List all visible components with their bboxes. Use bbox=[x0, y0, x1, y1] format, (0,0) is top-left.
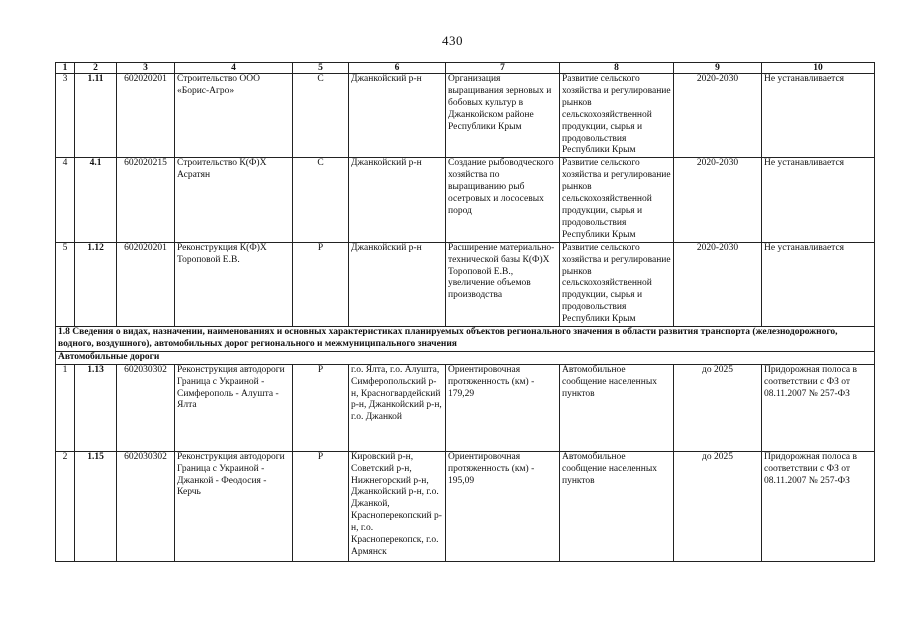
restriction-zone: Не устанавливается bbox=[762, 158, 875, 242]
row-index: 1 bbox=[56, 364, 75, 451]
object-type: Р bbox=[293, 364, 349, 451]
column-header: 8 bbox=[560, 63, 674, 74]
object-number: 4.1 bbox=[75, 158, 117, 242]
state-program: Автомобильное сообщение населенных пунктов bbox=[560, 451, 674, 561]
object-purpose: Создание рыбоводческого хозяйства по выращиванию рыб осетровых и лососевых пород bbox=[446, 158, 560, 242]
section-title: 1.8 Сведения о видах, назначении, наименованиях и основных характеристиках планируемых объектов регионального значения в области развития транспорта (железнодорожного, водного, воздушного), автомобильных дорог регионального и межмуниципального значения bbox=[56, 327, 875, 352]
restriction-zone: Придорожная полоса в соответствии с ФЗ от 08.11.2007 № 257-ФЗ bbox=[762, 451, 875, 561]
section-heading-row bbox=[56, 327, 875, 352]
object-purpose: Расширение материально-технической базы К(Ф)Х Тороповой Е.В., увеличение объемов производства bbox=[446, 242, 560, 326]
object-type: Р bbox=[293, 451, 349, 561]
column-header: 10 bbox=[762, 63, 875, 74]
state-program: Автомобильное сообщение населенных пунктов bbox=[560, 364, 674, 451]
table-row bbox=[56, 451, 875, 561]
state-program: Развитие сельского хозяйства и регулирование рынков сельскохозяйственной продукции, сырья и продовольствия Республики Крым bbox=[560, 242, 674, 326]
object-code: 602030302 bbox=[117, 451, 175, 561]
state-program: Развитие сельского хозяйства и регулирование рынков сельскохозяйственной продукции, сырья и продовольствия Республики Крым bbox=[560, 158, 674, 242]
object-code: 602030302 bbox=[117, 364, 175, 451]
subsection-heading-row bbox=[56, 351, 875, 364]
object-location: Джанкойский р-н bbox=[349, 74, 446, 158]
table-row bbox=[56, 74, 875, 158]
object-purpose: Организация выращивания зерновых и бобовых культур в Джанкойском районе Республики Крым bbox=[446, 74, 560, 158]
state-program: Развитие сельского хозяйства и регулирование рынков сельскохозяйственной продукции, сырья и продовольствия Республики Крым bbox=[560, 74, 674, 158]
column-header: 5 bbox=[293, 63, 349, 74]
object-name: Реконструкция автодороги Граница с Украиной - Симферополь - Алушта - Ялта bbox=[175, 364, 293, 451]
column-header: 3 bbox=[117, 63, 175, 74]
row-index: 3 bbox=[56, 74, 75, 158]
column-header: 4 bbox=[175, 63, 293, 74]
planned-objects-table bbox=[55, 62, 875, 562]
object-number: 1.11 bbox=[75, 74, 117, 158]
object-type: Р bbox=[293, 242, 349, 326]
object-code: 602020201 bbox=[117, 74, 175, 158]
implementation-period: 2020-2030 bbox=[674, 158, 762, 242]
object-location: Джанкойский р-н bbox=[349, 158, 446, 242]
object-purpose: Ориентировочная протяженность (км) - 179,29 bbox=[446, 364, 560, 451]
object-location: Кировский р-н, Советский р-н, Нижнегорский р-н, Джанкойский р-н, г.о. Джанкой, Красноперекопский р-н, г.о. Красноперекопск, г.о. Армянск bbox=[349, 451, 446, 561]
object-name: Реконструкция К(Ф)Х Тороповой Е.В. bbox=[175, 242, 293, 326]
implementation-period: до 2025 bbox=[674, 364, 762, 451]
object-location: г.о. Ялта, г.о. Алушта, Симферопольский р-н, Красногвардейский р-н, Джанкойский р-н, г.о. Джанкой bbox=[349, 364, 446, 451]
column-header: 9 bbox=[674, 63, 762, 74]
column-header: 1 bbox=[56, 63, 75, 74]
restriction-zone: Не устанавливается bbox=[762, 74, 875, 158]
column-header: 2 bbox=[75, 63, 117, 74]
object-number: 1.12 bbox=[75, 242, 117, 326]
column-header: 7 bbox=[446, 63, 560, 74]
page-number: 430 bbox=[442, 33, 463, 48]
object-purpose: Ориентировочная протяженность (км) - 195,09 bbox=[446, 451, 560, 561]
table-row bbox=[56, 242, 875, 326]
implementation-period: до 2025 bbox=[674, 451, 762, 561]
restriction-zone: Не устанавливается bbox=[762, 242, 875, 326]
object-code: 602020201 bbox=[117, 242, 175, 326]
object-number: 1.13 bbox=[75, 364, 117, 451]
object-name: Реконструкция автодороги Граница с Украиной - Джанкой - Феодосия - Керчь bbox=[175, 451, 293, 561]
row-index: 2 bbox=[56, 451, 75, 561]
column-number-header-row bbox=[56, 63, 875, 74]
object-location: Джанкойский р-н bbox=[349, 242, 446, 326]
implementation-period: 2020-2030 bbox=[674, 242, 762, 326]
row-index: 4 bbox=[56, 158, 75, 242]
object-type: С bbox=[293, 74, 349, 158]
column-header: 6 bbox=[349, 63, 446, 74]
row-index: 5 bbox=[56, 242, 75, 326]
table-row bbox=[56, 158, 875, 242]
table-row bbox=[56, 364, 875, 451]
implementation-period: 2020-2030 bbox=[674, 74, 762, 158]
restriction-zone: Придорожная полоса в соответствии с ФЗ от 08.11.2007 № 257-ФЗ bbox=[762, 364, 875, 451]
object-name: Строительство ООО «Борис-Агро» bbox=[175, 74, 293, 158]
object-number: 1.15 bbox=[75, 451, 117, 561]
subsection-title: Автомобильные дороги bbox=[56, 351, 875, 364]
object-code: 602020215 bbox=[117, 158, 175, 242]
object-type: С bbox=[293, 158, 349, 242]
object-name: Строительство К(Ф)Х Асратян bbox=[175, 158, 293, 242]
